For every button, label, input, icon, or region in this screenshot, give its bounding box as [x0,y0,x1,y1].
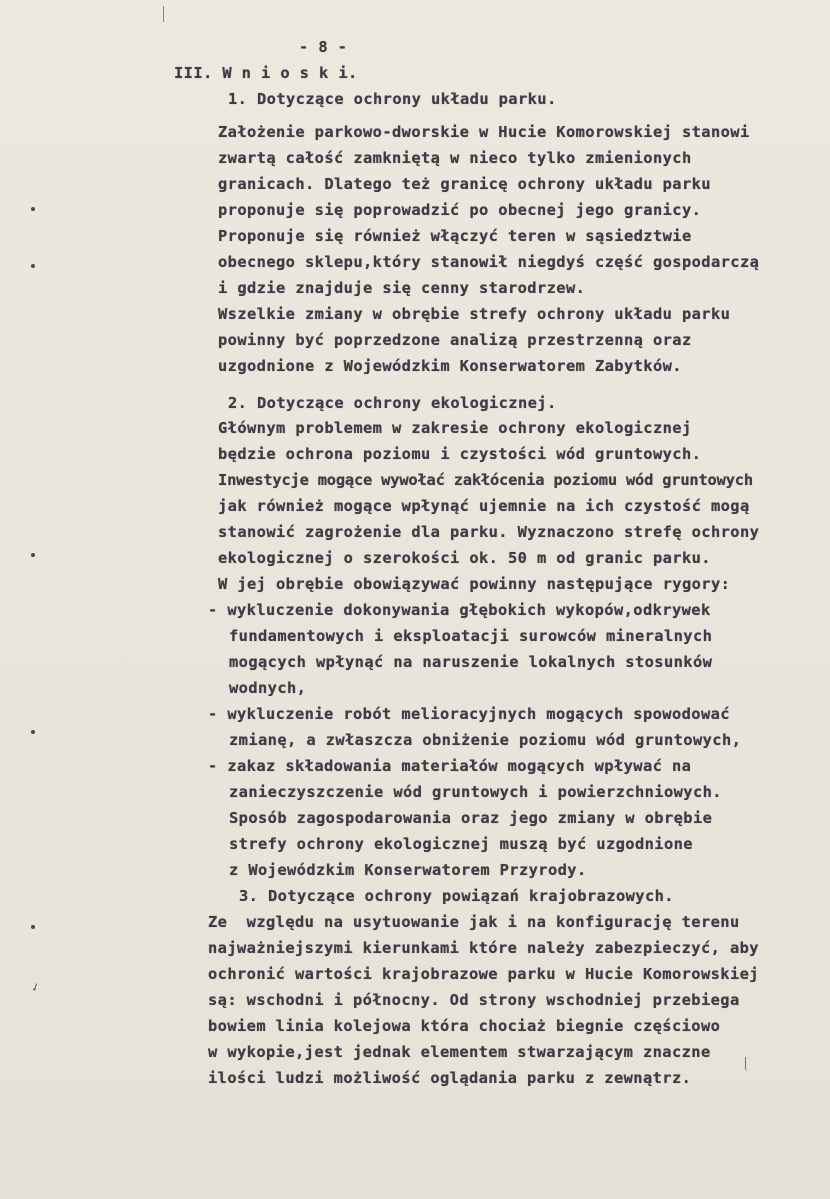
margin-dot [31,925,35,929]
subsection-heading: 2. Dotyczące ochrony ekologicznej. [228,394,557,412]
text-line: Proponuje się również włączyć teren w sąsiedztwie [218,227,692,245]
text-line: granicach. Dlatego też granicę ochrony układu parku [218,175,711,193]
text-line: będzie ochrona poziomu i czystości wód gruntowych. [218,445,702,463]
list-item-line: zanieczyszczenie wód gruntowych i powierzchniowych. [229,783,722,801]
margin-dot [31,553,35,557]
paper-edge-mark [163,6,164,22]
text-line: zwartą całość zamkniętą w nieco tylko zmienionych [218,149,692,167]
text-line: Wszelkie zmiany w obrębie strefy ochrony układu parku [218,305,731,323]
margin-tick-mark: ✓ [29,979,43,996]
text-line: stanowić zagrożenie dla parku. Wyznaczono strefę ochrony [218,523,760,541]
subsection-heading: 1. Dotyczące ochrony układu parku. [228,90,557,108]
list-item-line: - zakaz składowania materiałów mogących wpływać na [208,757,692,775]
text-line: proponuje się poprowadzić po obecnej jego granicy. [218,201,702,219]
text-line: uzgodnione z Wojewódzkim Konserwatorem Zabytków. [218,357,682,375]
text-line: ekologicznej o szerokości ok. 50 m od granic parku. [218,549,711,567]
text-line: powinny być poprzedzone analizą przestrzenną oraz [218,331,692,349]
margin-dot [31,264,35,268]
list-item-line: fundamentowych i eksploatacji surowców mineralnych [229,627,713,645]
section-heading: III. W n i o s k i. [174,64,358,82]
list-item-line: wodnych, [229,679,307,697]
text-line: Głównym problemem w zakresie ochrony ekologicznej [218,419,692,437]
text-line: ilości ludzi możliwość oglądania parku z zewnątrz. [208,1069,692,1087]
text-line: Inwestycje mogące wywołać zakłócenia poziomu wód gruntowych [218,471,753,489]
text-line: Założenie parkowo-dworskie w Hucie Komorowskiej stanowi [218,123,750,141]
text-line: i gdzie znajduje się cenny starodrzew. [218,279,586,297]
text-line: obecnego sklepu,który stanowił niegdyś część gospodarczą [218,253,760,271]
text-line: są: wschodni i północny. Od strony wschodniej przebiega [208,991,740,1009]
list-item-line: - wykluczenie dokonywania głębokich wykopów,odkrywek [208,601,711,619]
text-line: ochronić wartości krajobrazowe parku w Hucie Komorowskiej [208,965,759,983]
margin-dot [31,730,35,734]
text-line: Ze względu na usytuowanie jak i na konfigurację terenu [208,913,740,931]
text-line: z Wojewódzkim Konserwatorem Przyrody. [229,861,587,879]
list-item-line: mogących wpłynąć na naruszenie lokalnych stosunków [229,653,713,671]
text-line: najważniejszymi kierunkami które należy zabezpieczyć, aby [208,939,759,957]
text-line: bowiem linia kolejowa która chociaż biegnie częściowo [208,1017,721,1035]
text-line: W jej obrębie obowiązywać powinny następujące rygory: [218,575,731,593]
text-line: Sposób zagospodarowania oraz jego zmiany w obrębie [229,809,713,827]
red-pencil-mark [745,1057,748,1071]
text-line: jak również mogące wpłynąć ujemnie na ich czystość mogą [218,497,750,515]
text-line: strefy ochrony ekologicznej muszą być uzgodnione [229,835,693,853]
list-item-line: zmianę, a zwłaszcza obniżenie poziomu wód gruntowych, [229,731,742,749]
margin-dot [31,207,35,211]
subsection-heading: 3. Dotyczące ochrony powiązań krajobrazowych. [239,887,674,905]
list-item-line: - wykluczenie robót melioracyjnych mogących spowodować [208,705,730,723]
text-line: w wykopie,jest jednak elementem stwarzającym znaczne [208,1043,711,1061]
page-number: - 8 - [299,38,348,56]
